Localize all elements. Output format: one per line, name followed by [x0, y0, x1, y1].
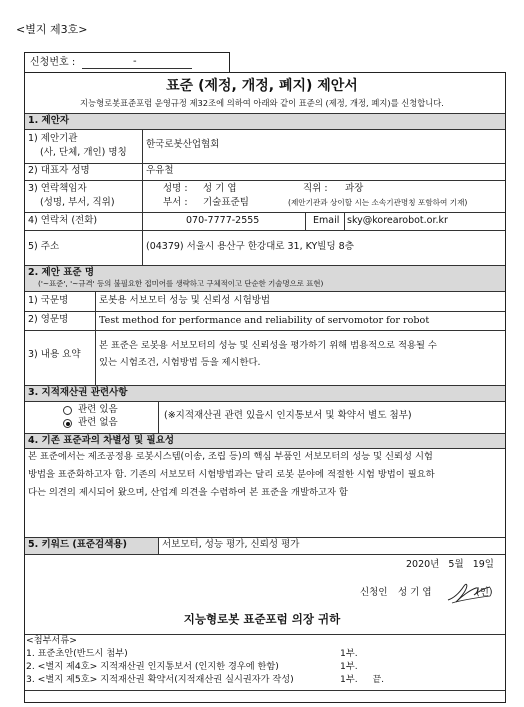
section-proposer-header: 1. 제안자	[28, 115, 70, 126]
application-number-value[interactable]: -	[133, 56, 137, 67]
phone-label: 4) 연락처 (전화)	[28, 215, 98, 226]
email-label: Email	[313, 215, 340, 226]
application-number-label: 신청번호 :	[30, 57, 76, 68]
position-value[interactable]: 과장	[345, 183, 364, 194]
name-label: 성명 :	[163, 183, 188, 194]
position-label: 직위 :	[303, 183, 328, 194]
ip-option-yes-label: 관련 있음	[78, 404, 118, 415]
attachment-item-2-count: 1부.	[340, 661, 358, 672]
section-rationale-header: 4. 기존 표준과의 차별성 및 필요성	[28, 435, 175, 446]
attachment-item-3: 3. <별지 제5호> 지적재산권 확약서(지적재산권 실시권자가 작성)	[26, 674, 294, 685]
submission-date: 2020년 5월 19일	[406, 559, 494, 570]
attachment-item-3-count: 1부. 끝.	[340, 674, 385, 685]
section-keywords-header: 5. 키워드 (표준검색용)	[28, 539, 127, 550]
summary-line-2[interactable]: 있는 시험조건, 시험방법 등을 제시한다.	[99, 357, 261, 368]
english-name-value[interactable]: Test method for performance and reliability of servomotor for robot	[99, 315, 430, 326]
ip-note: (※지적재산권 관련 있을시 인지통보서 및 확약서 별도 첨부)	[164, 410, 412, 421]
contact-label-1: 3) 연락책임자	[28, 183, 87, 194]
phone-value[interactable]: 070-7777-2555	[186, 215, 260, 226]
email-value[interactable]: sky@korearobot.or.kr	[347, 215, 448, 226]
contact-note: (제안기관과 상이할 시는 소속기관명칭 포함하여 기재)	[288, 198, 468, 207]
dept-value[interactable]: 기술표준팀	[203, 197, 249, 208]
applicant-label: 신청인	[360, 587, 388, 598]
rep-label: 2) 대표자 성명	[28, 165, 90, 176]
dept-label: 부서 :	[163, 197, 188, 208]
summary-line-1[interactable]: 본 표준은 로봇용 서보모터의 성능 및 신뢰성을 평가하기 위해 범용적으로 적용될 수	[99, 340, 437, 351]
section-standard-name-header: 2. 제안 표준 명	[28, 267, 95, 278]
rationale-line-3[interactable]: 다는 의견의 제시되어 왔으며, 산업계 의견을 수렴하여 본 표준을 개발하고자 함	[28, 487, 348, 498]
page-subtitle: 지능형로봇표준포럼 운영규정 제32조에 의하여 아래와 같이 표준의 (제정, 개정, 폐지)를 신청합니다.	[80, 98, 444, 108]
address-label: 5) 주소	[28, 241, 60, 252]
contact-label-2: (성명, 부서, 직위)	[40, 197, 115, 208]
ip-option-yes-radio[interactable]	[63, 406, 72, 415]
ip-option-no-selected-dot	[66, 422, 70, 426]
org-value[interactable]: 한국로봇산업협회	[146, 139, 220, 150]
summary-label: 3) 내용 요약	[28, 349, 81, 360]
english-name-label: 2) 영문명	[28, 314, 69, 325]
attachments-header: <첨부서류>	[26, 635, 77, 646]
applicant-name: 성 기 엽	[398, 587, 432, 598]
name-value[interactable]: 성 기 엽	[203, 183, 237, 194]
korean-name-value[interactable]: 로봇용 서보모터 성능 및 신뢰성 시험방법	[99, 295, 271, 306]
rep-value[interactable]: 우유철	[146, 165, 174, 176]
standard-name-hint: ('~표준', '~규격' 등의 불필요한 접미어를 생략하고 구체적이고 단순한 기술명으로 표현)	[38, 279, 324, 288]
rationale-line-2[interactable]: 방법을 표준화하고자 함. 기존의 서보모터 시험방법과는 달리 로봇 분야에 적절한 시험 방법이 필요하	[28, 469, 435, 480]
attachment-item-2: 2. <별지 제4호> 지적재산권 인지통보서 (인지한 경우에 한함)	[26, 661, 279, 672]
seal-mark: (인)	[476, 587, 493, 598]
org-label-1: 1) 제안기관	[28, 133, 78, 144]
rationale-line-1[interactable]: 본 표준에서는 제조공정용 로봇시스템(이송, 조립 등)의 핵심 부품인 서보모터의 성능 및 신뢰성 시험	[28, 451, 433, 462]
addressee: 지능형로봇 표준포럼 의장 귀하	[183, 612, 341, 626]
org-label-2: (사, 단체, 개인) 명칭	[40, 147, 127, 158]
ip-option-no-label: 관련 없음	[78, 417, 118, 428]
korean-name-label: 1) 국문명	[28, 295, 69, 306]
section-ip-header: 3. 지적재산권 관련사항	[28, 387, 128, 398]
attachment-item-1-count: 1부.	[340, 648, 358, 659]
address-value[interactable]: (04379) 서울시 용산구 한강대로 31, KY빌딩 8층	[146, 241, 354, 252]
application-number-underline	[82, 68, 192, 69]
form-code: <별지 제3호>	[16, 23, 88, 36]
attachment-item-1: 1. 표준초안(반드시 첨부)	[26, 648, 128, 659]
signature-image	[444, 578, 496, 606]
keywords-value[interactable]: 서보모터, 성능 평가, 신뢰성 평가	[162, 539, 300, 550]
page-title: 표준 (제정, 개정, 폐지) 제안서	[166, 78, 358, 94]
